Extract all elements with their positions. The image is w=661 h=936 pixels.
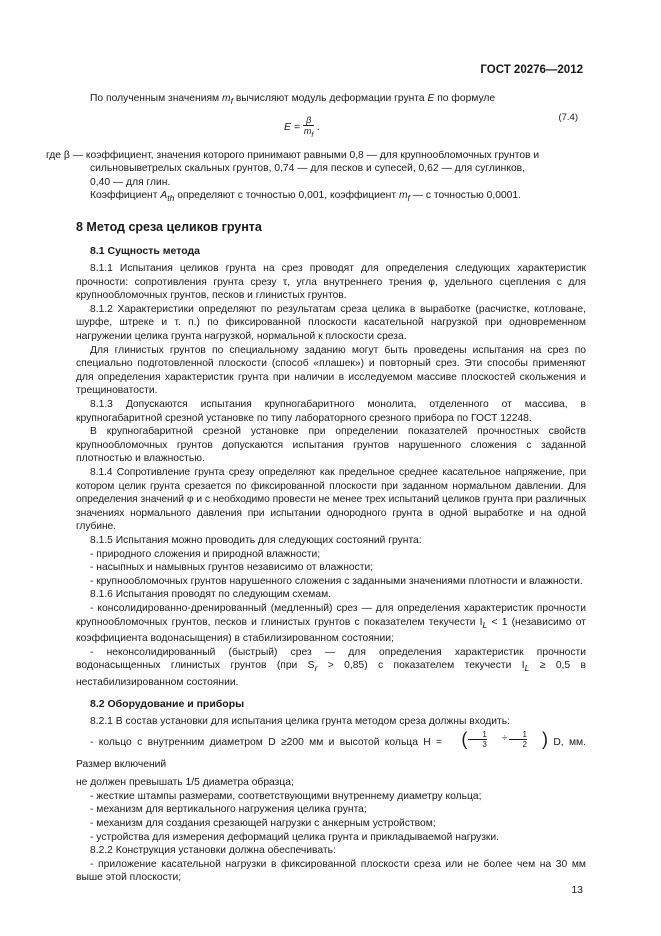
list-item: - механизм для создания срезающей нагрузки с анкерным устройством; bbox=[90, 817, 436, 829]
section-8-2-title: 8.2 Оборудование и приборы bbox=[90, 697, 245, 710]
paragraph-8-2-1: 8.2.1 В состав установки для испытания целика грунта методом среза должны входить: bbox=[90, 715, 510, 727]
paragraph-8-1-2b: Для глинистых грунтов по специальному заданию могут быть проведены испытания на срез по специально подготовленной плоскости (способ «плашек») и повторный срез. Эти способы применяют для определения характеристик грунта при наличии в исследуемом массиве плоскостей скольжения и трещиноватости. bbox=[76, 344, 586, 397]
list-item: - жесткие штампы размерами, соответствующими внутреннему диаметру кольца; bbox=[90, 790, 482, 802]
list-item: - устройства для измерения деформаций целика грунта и прикладываемой нагрузки. bbox=[90, 831, 500, 843]
formula-expression: E = $\frac{\beta}{m_f}$ . bbox=[284, 114, 321, 139]
paragraph-8-1-1: 8.1.1 Испытания целиков грунта на срез проводят для определения следующих характеристик прочности: сопротивления грунта срезу τ, угла внутреннего трения φ, удельного сцепления c для крупнообломочных грунтов, песков и глинистых грунтов. bbox=[76, 263, 586, 302]
formula-7-4 bbox=[76, 111, 586, 147]
paragraph-8-1-3: 8.1.3 Допускаются испытания крупногабаритного монолита, отделенного от массива, в крупногабаритной срезной установке по типу лабораторного срезного прибора по ГОСТ 12248. bbox=[76, 399, 586, 424]
standard-header: ГОСТ 20276—2012 bbox=[480, 64, 583, 76]
where-line-3: 0,40 — для глин. bbox=[90, 176, 171, 188]
list-item: - природного сложения и природной влажности; bbox=[90, 548, 321, 560]
paragraph-8-1-2: 8.1.2 Характеристики определяют по результатам среза целика в выработке (расчистке, котловане, шурфе, штреке и т. п.) по фиксированной плоскости касательной нагрузкой при одновременном нагружении целика грунта нагрузкой, нормальной к плоскости среза. bbox=[76, 303, 586, 343]
formula-fraction: $\frac{\beta}{m_f}$ bbox=[303, 114, 314, 139]
scheme-undrained: - неконсолидированный (быстрый) срез — для определения характеристик прочности водонасыщенных глинистых грунтов (при $S_r > 0,85$) с показателем текучести $I_L \ge 0,5$ в нестабилизированном состоянии. bbox=[76, 646, 586, 688]
paragraph-8-1-4: 8.1.4 Сопротивление грунта срезу определяют как предельное среднее касательное напряжение, при котором целик грунта срезается по фиксированной плоскости при заданном нормальном давлении. Для определения значений φ и c необходимо провести не менее трех испытаний целиков грунта при различных значениях нормального давления при испытании однородного грунта в одной выработке и на одной глубине. bbox=[76, 466, 586, 533]
scheme-drained: - консолидированно-дренированный (медленный) срез — для определения характеристик прочности крупнообломочных грунтов, песков и глинистых грунтов с показателем текучести $I_L < 1$ (независимо от коэффициента водонасыщения) в стабилизированном состоянии; bbox=[76, 602, 586, 645]
page-content bbox=[46, 92, 586, 885]
coef-paragraph: Коэффициент $A_{th}$ определяют с точностью 0,001, коэффициент $m_f$ — с точностью 0,0001. bbox=[90, 190, 521, 204]
section-8-title: 8 Метод среза целиков грунта bbox=[76, 220, 262, 235]
paragraph-8-1-3b: В крупногабаритной срезной установке при определении показателей прочностных свойств крупнообломочных грунтов допускаются испытания грунтов нарушенного сложения с заданной плотностью и влажностью. bbox=[76, 426, 586, 465]
list-item: - приложение касательной нагрузки в фиксированной плоскости среза или не более чем на 30 мм выше этой плоскости; bbox=[76, 858, 586, 884]
paragraph-8-2-2: 8.2.2 Конструкция установки должна обеспечивать: bbox=[90, 845, 336, 857]
intro-paragraph: По полученным значениям $m_f$ вычисляют модуль деформации грунта E по формуле bbox=[90, 93, 496, 107]
where-line-1: где β — коэффициент, значения которого принимают равными 0,8 — для крупнообломочных грунтов и bbox=[46, 149, 540, 161]
ring-height-formula: ( $\frac{1}{3}$ ÷ $\frac{1}{2}$ ) bbox=[461, 729, 548, 750]
list-item: - механизм для вертикального нагружения целика грунта; bbox=[90, 804, 367, 816]
ring-item: - кольцо с внутренним диаметром D ≥200 мм и высотой кольца H = ( $\frac{1}{3}$ ÷ $\frac{1}{2}$ ) D, мм. Размер включений bbox=[76, 729, 586, 771]
section-8-1-title: 8.1 Сущность метода bbox=[90, 245, 201, 258]
formula-number: (7.4) bbox=[558, 111, 578, 123]
ring-item-continuation: не должен превышать 1/5 диаметра образца; bbox=[76, 777, 294, 789]
paragraph-8-1-5: 8.1.5 Испытания можно проводить для следующих состояний грунта: bbox=[90, 534, 422, 546]
page-number: 13 bbox=[571, 884, 583, 896]
list-item: - насыпных и намывных грунтов независимо от влажности; bbox=[90, 562, 374, 574]
paragraph-8-1-6: 8.1.6 Испытания проводят по следующим схемам. bbox=[90, 589, 332, 601]
list-item: - крупнообломочных грунтов нарушенного сложения с заданными значениями плотности и влажности. bbox=[90, 575, 583, 587]
where-line-2: сильновыветрелых скальных грунтов, 0,74 — для песков и супесей, 0,62 — для суглинков, bbox=[90, 163, 526, 175]
